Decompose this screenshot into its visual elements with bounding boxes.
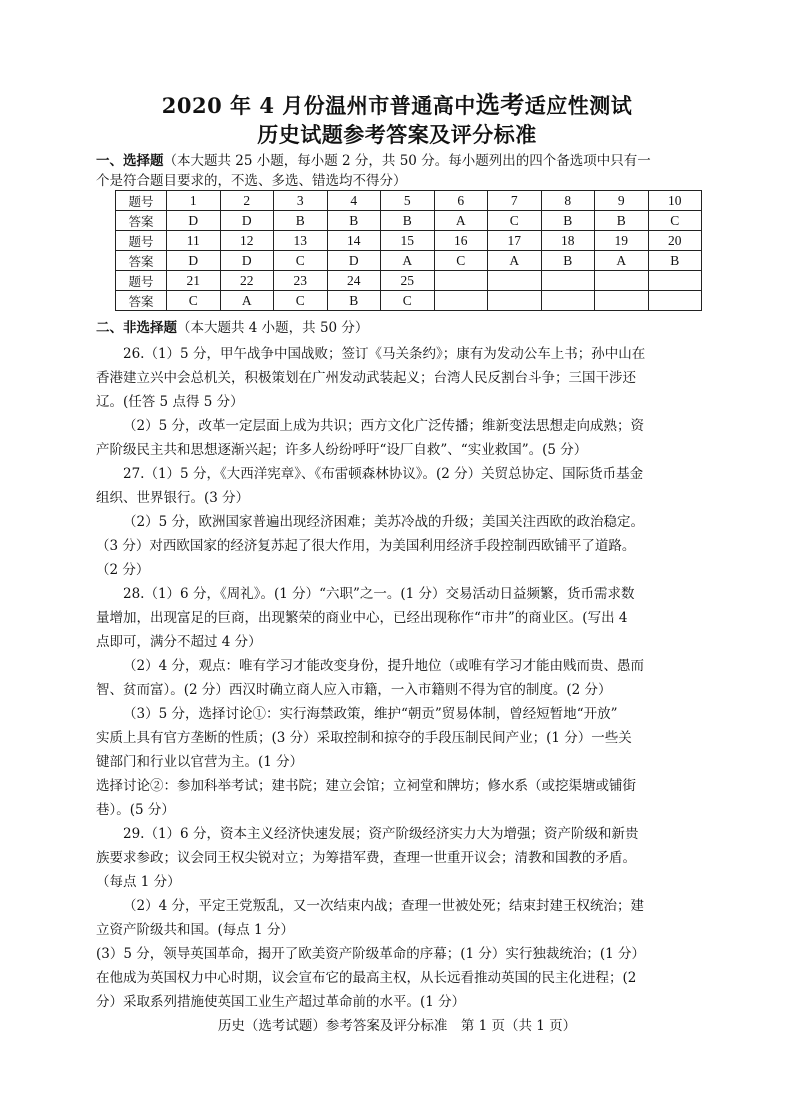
question-number-cell: 23 xyxy=(274,271,328,291)
answer-cell: B xyxy=(595,211,649,231)
section1-heading: 一、选择题 xyxy=(96,153,164,169)
answer-line: （2）4 分，观点：唯有学习才能改变身份，提升地位（或唯有学习才能由贱而贵、愚而 xyxy=(123,658,644,674)
question-number-cell: 5 xyxy=(381,191,435,211)
section1-desc-line2: 个是符合题目要求的，不选、多选、错选均不得分） xyxy=(96,173,407,189)
answer-q28-1 xyxy=(96,582,700,654)
question-number-cell: 11 xyxy=(167,231,221,251)
question-number-cell: 7 xyxy=(488,191,542,211)
question-number-cell: 4 xyxy=(327,191,381,211)
answer-cell: D xyxy=(220,251,274,271)
answer-cell: A xyxy=(381,251,435,271)
answer-cell: B xyxy=(381,211,435,231)
answer-cell: C xyxy=(167,291,221,311)
answer-line: 26.（1）5 分，甲午战争中国战败；签订《马关条约》；康有为发动公车上书；孙中山在 xyxy=(123,346,646,362)
question-number-cell: 25 xyxy=(381,271,435,291)
question-number-cell xyxy=(434,271,488,291)
question-number-cell: 3 xyxy=(274,191,328,211)
title-prefix: 2020 年 4 月份温州市普通高中 xyxy=(161,93,476,118)
answer-table xyxy=(115,190,702,311)
answer-line: 立资产阶级共和国。(每点 1 分） xyxy=(96,922,294,938)
answer-line: 巷）。(5 分） xyxy=(96,802,175,818)
answer-cell xyxy=(541,291,595,311)
answer-line: 组织、世界银行。(3 分） xyxy=(96,490,250,506)
answer-line: （2）4 分，平定王党叛乱，又一次结束内战；查理一世被处死；结束封建王权统治；建 xyxy=(123,898,644,914)
section2-desc: （本大题共 4 小题，共 50 分） xyxy=(177,320,369,336)
answer-cell: B xyxy=(274,211,328,231)
answer-line: （2）5 分，欧洲国家普遍出现经济困难；美苏冷战的升级；美国关注西欧的政治稳定。 xyxy=(123,514,644,530)
answer-cell: D xyxy=(167,251,221,271)
answer-line: （每点 1 分） xyxy=(96,874,181,890)
question-number-cell: 19 xyxy=(595,231,649,251)
answer-line: 键部门和行业以官营为主。(1 分） xyxy=(96,754,304,770)
section1-header xyxy=(96,151,706,171)
answer-cell: C xyxy=(274,251,328,271)
answer-line: （2）5 分，改革一定层面上成为共识；西方文化广泛传播；维新变法思想走向成熟；资 xyxy=(123,418,644,434)
answer-q29-1 xyxy=(96,822,700,894)
answer-line: (3）5 分，领导英国革命，揭开了欧美资产阶级革命的序幕；(1 分）实行独裁统治；(1 分） xyxy=(96,946,646,962)
answer-cell: C xyxy=(274,291,328,311)
answer-line: 族要求参政；议会同王权尖锐对立；为筹措军费，查理一世重开议会；清教和国教的矛盾。 xyxy=(96,850,636,866)
answer-q28-3 xyxy=(96,702,700,774)
answer-line: 产阶级民主共和思想逐渐兴起；许多人纷纷呼吁“设厂自救”、“实业救国”。(5 分） xyxy=(96,442,588,458)
question-number-cell: 8 xyxy=(541,191,595,211)
question-number-cell: 1 xyxy=(167,191,221,211)
question-number-cell xyxy=(488,271,542,291)
answer-line: 香港建立兴中会总机关，积极策划在广州发动武装起义；台湾人民反割台斗争；三国干涉还 xyxy=(96,370,636,386)
answer-cell: B xyxy=(541,251,595,271)
page-footer: 历史（选考试题）参考答案及评分标准 第 1 页（共 1 页） xyxy=(217,1018,577,1034)
answer-row xyxy=(116,251,702,271)
answer-cell xyxy=(595,291,649,311)
answer-q27-1 xyxy=(96,462,700,510)
answer-line: 29.（1）6 分，资本主义经济快速发展；资产阶级经济实力大为增强；资产阶级和新贵 xyxy=(123,826,639,842)
question-number-row xyxy=(116,191,702,211)
row-label: 题号 xyxy=(116,271,167,291)
answer-cell: D xyxy=(327,251,381,271)
section1-desc-line1: （本大题共 25 小题，每小题 2 分，共 50 分。每小题列出的四个备选项中只有一 xyxy=(163,153,651,169)
title-suffix: 适应性测试 xyxy=(524,93,633,118)
answer-cell: A xyxy=(434,211,488,231)
page-subtitle: 历史试题参考答案及评分标准 xyxy=(257,122,537,147)
question-number-cell: 20 xyxy=(648,231,702,251)
answer-line: 27.（1）5 分，《大西洋宪章》、《布雷顿森林协议》。(2 分）关贸总协定、国际货币基金 xyxy=(123,466,644,482)
answer-cell xyxy=(648,291,702,311)
answer-line: 智、贫而富）。(2 分）西汉时确立商人应入市籍，一入市籍则不得为官的制度。(2 分） xyxy=(96,682,612,698)
question-number-cell: 24 xyxy=(327,271,381,291)
answer-line: 分）采取系列措施使英国工业生产超过革命前的水平。(1 分） xyxy=(96,994,466,1010)
answer-q28-2 xyxy=(96,654,700,702)
answer-cell: C xyxy=(648,211,702,231)
row-label: 答案 xyxy=(116,251,167,271)
answer-cell xyxy=(434,291,488,311)
answer-cell: B xyxy=(648,251,702,271)
answer-line: 辽。(任答 5 点得 5 分） xyxy=(96,394,244,410)
question-number-cell: 15 xyxy=(381,231,435,251)
question-number-cell: 13 xyxy=(274,231,328,251)
answer-cell: D xyxy=(167,211,221,231)
question-number-cell: 10 xyxy=(648,191,702,211)
question-number-cell xyxy=(541,271,595,291)
answer-line: 选择讨论②：参加科举考试；建书院；建立会馆；立祠堂和牌坊；修水系（或挖渠塘或铺街 xyxy=(96,778,636,794)
answer-cell: C xyxy=(381,291,435,311)
question-number-cell: 6 xyxy=(434,191,488,211)
answer-cell: C xyxy=(434,251,488,271)
question-number-cell xyxy=(595,271,649,291)
answer-cell: B xyxy=(327,211,381,231)
question-number-cell: 9 xyxy=(595,191,649,211)
question-number-row xyxy=(116,271,702,291)
answer-cell: B xyxy=(327,291,381,311)
answer-q26-1 xyxy=(96,342,700,414)
question-number-cell: 2 xyxy=(220,191,274,211)
answer-q29-2 xyxy=(96,894,700,942)
question-number-cell: 21 xyxy=(167,271,221,291)
question-number-cell: 22 xyxy=(220,271,274,291)
answer-cell: A xyxy=(488,251,542,271)
answer-q28-3-option2 xyxy=(96,774,700,822)
page-title xyxy=(0,92,794,119)
answer-line: （3 分）对西欧国家的经济复苏起了很大作用，为美国利用经济手段控制西欧铺平了道路。 xyxy=(96,538,636,554)
answer-line: 在他成为英国权力中心时期，议会宣布它的最高主权，从长远看推动英国的民主化进程；(2 xyxy=(96,970,637,986)
answer-cell: D xyxy=(220,211,274,231)
answer-line: 量增加，出现富足的巨商，出现繁荣的商业中心，已经出现称作“市井”的商业区。(写出 4 xyxy=(96,610,628,626)
answer-line: 实质上具有官方垄断的性质；(3 分）采取控制和掠夺的手段压制民间产业；(1 分）一些关 xyxy=(96,730,632,746)
row-label: 答案 xyxy=(116,291,167,311)
title-emphasis: 选考 xyxy=(475,90,525,119)
answer-cell: B xyxy=(541,211,595,231)
question-number-row xyxy=(116,231,702,251)
answer-q29-3 xyxy=(96,942,700,1014)
row-label: 答案 xyxy=(116,211,167,231)
section2-header xyxy=(96,318,368,338)
answer-row xyxy=(116,291,702,311)
answer-line: 点即可，满分不超过 4 分） xyxy=(96,634,262,650)
answer-line: （2 分） xyxy=(96,562,150,578)
question-number-cell: 14 xyxy=(327,231,381,251)
answer-line: （3）5 分，选择讨论①：实行海禁政策，维护“朝贡”贸易体制，曾经短暂地“开放” xyxy=(123,706,618,722)
answer-line: 28.（1）6 分，《周礼》。(1 分）“六职”之一。(1 分）交易活动日益频繁，货币需求数 xyxy=(123,586,635,602)
answer-q26-2 xyxy=(96,414,700,462)
question-number-cell: 16 xyxy=(434,231,488,251)
question-number-cell: 12 xyxy=(220,231,274,251)
answer-cell xyxy=(488,291,542,311)
row-label: 题号 xyxy=(116,231,167,251)
question-number-cell xyxy=(648,271,702,291)
answer-q27-2 xyxy=(96,510,700,582)
question-number-cell: 17 xyxy=(488,231,542,251)
section2-heading: 二、非选择题 xyxy=(96,320,177,336)
row-label: 题号 xyxy=(116,191,167,211)
answer-row xyxy=(116,211,702,231)
answer-cell: A xyxy=(220,291,274,311)
answer-cell: A xyxy=(595,251,649,271)
question-number-cell: 18 xyxy=(541,231,595,251)
answer-cell: C xyxy=(488,211,542,231)
